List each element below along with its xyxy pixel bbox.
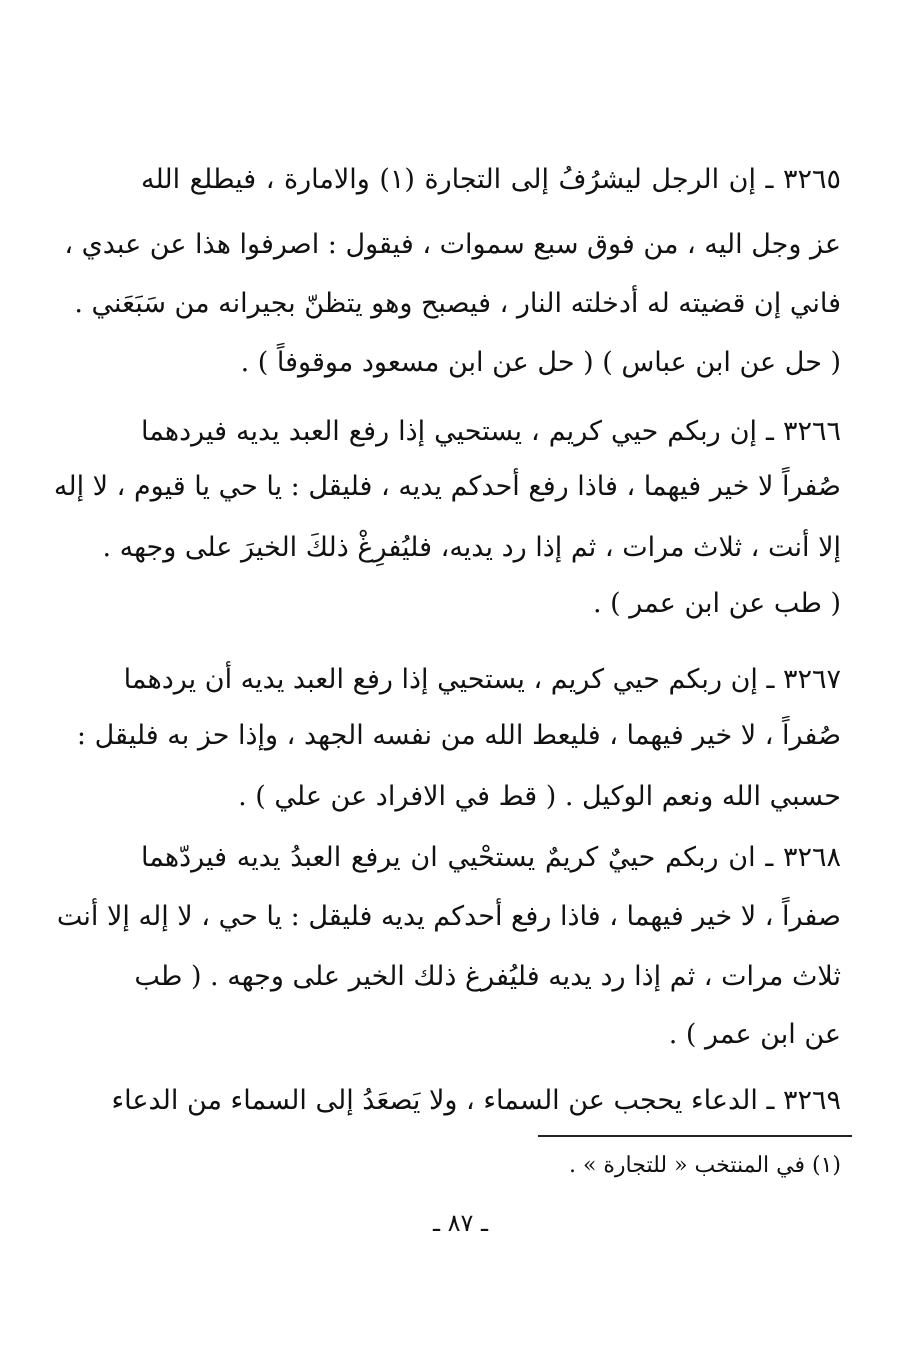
entry-3268-line-1: ٣٢٦٨ ـ ان ربكم حييٌ كريمٌ يستحْيي ان يرفع العبدُ يديه فيردّهما [141,842,841,873]
entry-3265-line-3: فاني إن قضيته له أدخلته النار ، فيصبح وهو يتظنّ بجيرانه من سَبَعَني . [74,288,841,319]
footnote-divider [538,1135,852,1137]
entry-3268-line-4: عن ابن عمر ) . [668,1019,841,1050]
entry-3267-line-2: صُفراً ، لا خير فيهما ، فليعط الله من نفسه الجهد ، وإذا حز به فليقل : [76,720,841,751]
entry-3266-line-3: إلا أنت ، ثلاث مرات ، ثم إذا رد يديه، فليُفرِغْ ذلكَ الخيرَ على وجهه . [102,532,841,563]
page-number: ـ ٨٧ ـ [432,1209,489,1237]
entry-3265-line-1: ٣٢٦٥ ـ إن الرجل ليشرُفُ إلى التجارة (١) والامارة ، فيطلع الله [141,164,841,195]
entry-3266-line-1: ٣٢٦٦ ـ إن ربكم حيي كريم ، يستحيي إذا رفع العبد يديه فيردهما [141,416,841,447]
entry-3266-line-2: صُفراً لا خير فيهما ، فاذا رفع أحدكم يديه ، فليقل : يا حي يا قيوم ، لا إله [53,471,841,502]
entry-3267-line-1: ٣٢٦٧ ـ إن ربكم حيي كريم ، يستحيي إذا رفع العبد يديه أن يردهما [123,664,841,695]
entry-3268-line-2: صفراً ، لا خير فيهما ، فاذا رفع أحدكم يديه فليقل : يا حي ، لا إله إلا أنت [56,901,841,932]
footnote: (١) في المنتخب « للتجارة » . [568,1153,841,1178]
entry-3265-line-2: عز وجل اليه ، من فوق سبع سموات ، فيقول : اصرفوا هذا عن عبدي ، [64,229,841,260]
entry-3267-line-3: حسبي الله ونعم الوكيل . ( قط في الافراد عن علي ) . [238,781,841,812]
entry-3269-line-1: ٣٢٦٩ ـ الدعاء يحجب عن السماء ، ولا يَصعَدُ إلى السماء من الدعاء [111,1085,841,1116]
entry-3266-line-4: ( طب عن ابن عمر ) . [593,588,841,619]
entry-3268-line-3: ثلاث مرات ، ثم إذا رد يديه فليُفرغ ذلك الخير على وجهه . ( طب [134,961,841,992]
entry-3265-line-4: ( حل عن ابن عباس ) ( حل عن ابن مسعود موقوفاً ) . [240,347,841,378]
